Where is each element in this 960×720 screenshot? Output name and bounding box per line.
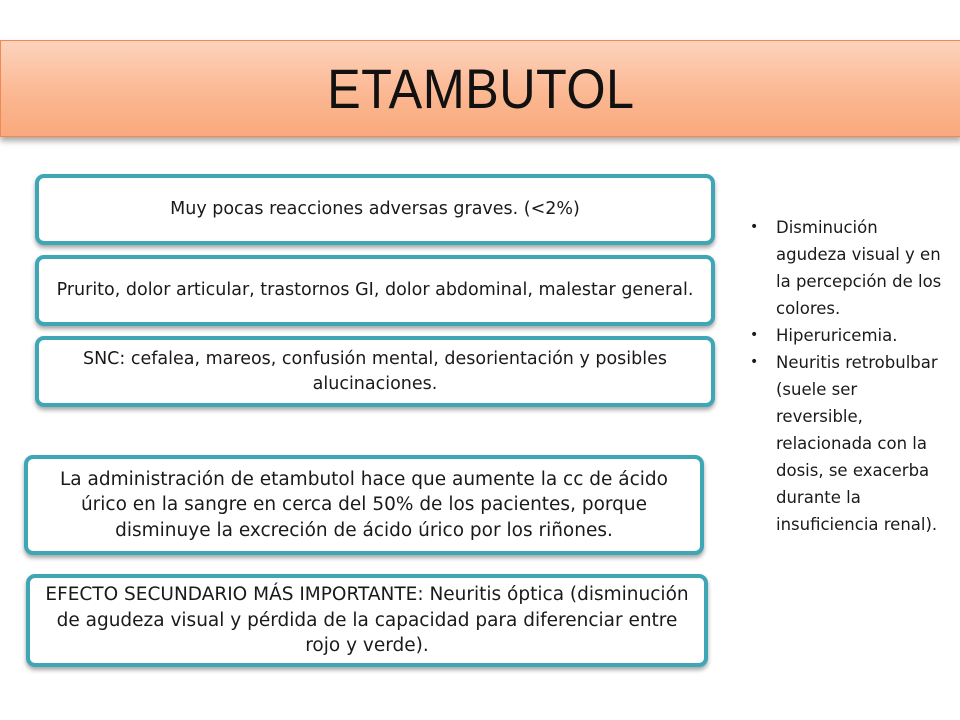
box-text: SNC: cefalea, mareos, confusión mental, desorientación y posibles alucinaciones. <box>82 349 668 394</box>
uric-acid-box <box>24 455 704 555</box>
cns-effects-box <box>35 336 715 407</box>
title-banner <box>0 40 960 137</box>
list-item <box>748 349 948 538</box>
box-text: Prurito, dolor articular, trastornos GI, dolor abdominal, malestar general. <box>56 280 694 301</box>
list-item <box>748 322 948 349</box>
box-text: Muy pocas reacciones adversas graves. (<2%) <box>170 199 580 220</box>
adverse-effects-box <box>35 174 715 245</box>
list-item-text: Disminución agudeza visual y en la percepción de los colores. <box>776 218 942 318</box>
bullet-icon: • <box>750 327 759 343</box>
bullet-icon: • <box>750 219 759 235</box>
bullet-icon: • <box>750 354 759 370</box>
list-item-text: Neuritis retrobulbar (suele ser reversible, relacionada con la dosis, se exacerba durante la insuficiencia renal). <box>776 353 938 534</box>
side-effects-list <box>748 214 948 538</box>
box-text: EFECTO SECUNDARIO MÁS IMPORTANTE: Neuritis óptica (disminución de agudeza visual y pérdida de la capacidad para diferenciar entre rojo y verde). <box>45 584 689 657</box>
box-text: La administración de etambutol hace que aumente la cc de ácido úrico en la sangre en cerca del 50% de los pacientes, porque disminuye la excreción de ácido úrico por los riñones. <box>60 468 668 541</box>
slide-title: ETAMBUTOL <box>327 57 635 120</box>
list-item <box>748 214 948 322</box>
common-symptoms-box <box>35 255 715 326</box>
list-item-text: Hiperuricemia. <box>776 326 898 345</box>
main-side-effect-box <box>26 574 708 667</box>
